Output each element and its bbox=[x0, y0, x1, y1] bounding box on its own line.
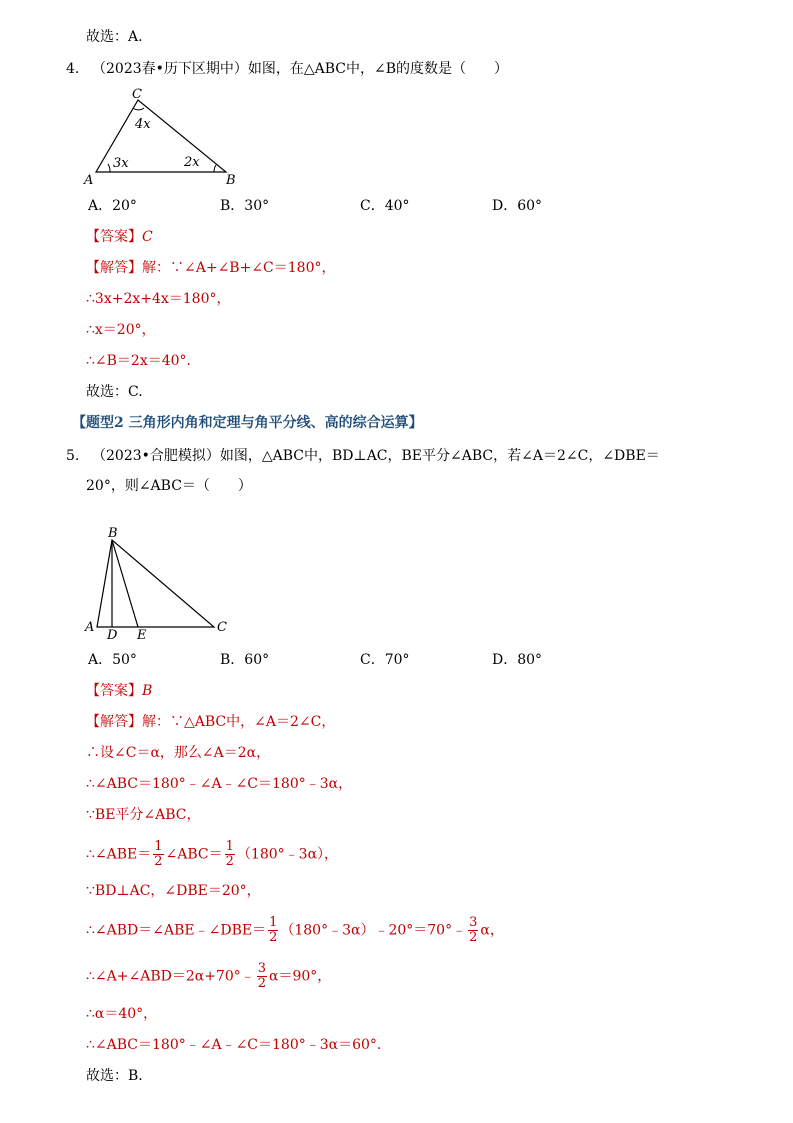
q5-s5-part-c: （180°﹣3α）， bbox=[236, 846, 339, 863]
q5-fraction-half bbox=[268, 916, 278, 945]
fraction-denominator: 2 bbox=[225, 854, 234, 869]
q5-stem-line-1: （2023•合肥模拟）如图，△ABC中，BD⊥AC，BE平分∠ABC，若∠A＝2∠C，∠DBE＝ bbox=[92, 448, 660, 464]
q5-label-E: E bbox=[137, 628, 147, 643]
q4-answer bbox=[86, 227, 153, 247]
q4-solution-line-3: ∴x＝20°， bbox=[86, 322, 156, 338]
q5-answer-value: B bbox=[142, 683, 153, 699]
q5-solution-line-10: ∴∠ABC＝180°﹣∠A﹣∠C＝180°﹣3α＝60°． bbox=[86, 1037, 391, 1053]
q4-stem: （2023春•历下区期中）如图，在△ABC中，∠B的度数是（ ） bbox=[92, 61, 509, 77]
q5-triangle-figure bbox=[80, 526, 240, 644]
q5-label-D: D bbox=[107, 628, 118, 643]
q4-number: 4. bbox=[66, 61, 80, 77]
fraction-numerator: 1 bbox=[154, 839, 163, 854]
q5-option-b: B．60° bbox=[220, 652, 270, 668]
fraction-numerator: 3 bbox=[469, 915, 478, 930]
q5-fraction-three-halves bbox=[257, 962, 267, 991]
fraction-numerator: 1 bbox=[269, 915, 278, 930]
q5-option-a: A．50° bbox=[88, 652, 137, 668]
q5-solution-line-7 bbox=[86, 916, 504, 945]
q5-solution-line-9: ∴α＝40°， bbox=[86, 1006, 158, 1022]
q4-label-4x: 4x bbox=[135, 117, 151, 132]
q4-triangle-figure bbox=[80, 84, 250, 188]
q5-s8-part-b: α＝90°， bbox=[269, 968, 332, 985]
q5-s7-part-b: （180°﹣3α）﹣20°＝70°﹣ bbox=[280, 922, 467, 939]
q4-choose: 故选：C. bbox=[86, 384, 143, 400]
q4-solution-line-4: ∴∠B＝2x＝40°． bbox=[86, 353, 201, 369]
q5-solution-line-1: 【解答】解：∵△ABC中，∠A＝2∠C， bbox=[86, 714, 336, 730]
q4-label-2x: 2x bbox=[184, 155, 200, 170]
q4-label-3x: 3x bbox=[113, 156, 129, 171]
q5-option-c: C．70° bbox=[360, 652, 410, 668]
q4-answer-value: C bbox=[142, 229, 153, 245]
q4-solution-line-2: ∴3x+2x+4x＝180°， bbox=[86, 291, 231, 307]
q5-s5-part-a: ∴∠ABE＝ bbox=[86, 846, 152, 863]
q4-option-b: B．30° bbox=[220, 198, 270, 214]
q4-answer-label: 【答案】 bbox=[86, 229, 142, 245]
q5-s7-part-c: α， bbox=[480, 922, 504, 939]
fraction-denominator: 2 bbox=[469, 930, 478, 945]
topic-heading: 【题型2 三角形内角和定理与角平分线、高的综合运算】 bbox=[72, 415, 423, 431]
q4-label-B: B bbox=[226, 173, 236, 188]
q5-solution-line-6: ∵BD⊥AC，∠DBE＝20°， bbox=[86, 883, 261, 899]
q5-solution-line-3: ∴∠ABC＝180°﹣∠A﹣∠C＝180°﹣3α， bbox=[86, 776, 353, 792]
q5-number: 5. bbox=[66, 448, 80, 464]
q5-solution-line-4: ∵BE平分∠ABC， bbox=[86, 807, 201, 823]
q5-answer bbox=[86, 681, 152, 701]
q5-label-A: A bbox=[85, 620, 95, 635]
q5-fraction-three-halves bbox=[468, 916, 478, 945]
prev-answer: 故选：A. bbox=[86, 29, 143, 45]
q5-choose: 故选：B. bbox=[86, 1068, 143, 1084]
q4-option-c: C．40° bbox=[360, 198, 410, 214]
q5-s5-part-b: ∠ABC＝ bbox=[165, 846, 223, 863]
q5-label-C: C bbox=[217, 620, 227, 635]
fraction-denominator: 2 bbox=[154, 854, 163, 869]
q5-option-d: D．80° bbox=[492, 652, 543, 668]
q5-answer-label: 【答案】 bbox=[86, 683, 142, 699]
q5-s8-part-a: ∴∠A+∠ABD＝2α+70°﹣ bbox=[86, 968, 255, 985]
q5-label-B: B bbox=[108, 526, 118, 541]
fraction-numerator: 1 bbox=[225, 839, 234, 854]
q4-label-C: C bbox=[132, 87, 142, 102]
q5-s7-part-a: ∴∠ABD＝∠ABE﹣∠DBE＝ bbox=[86, 922, 267, 939]
q4-solution-line-1: 【解答】解：∵∠A+∠B+∠C＝180°， bbox=[86, 260, 336, 276]
q5-stem-line-2: 20°，则∠ABC＝（ ） bbox=[86, 478, 252, 494]
fraction-numerator: 3 bbox=[257, 961, 267, 976]
q4-option-d: D．60° bbox=[492, 198, 543, 214]
fraction-denominator: 2 bbox=[257, 976, 267, 991]
q5-fraction-half bbox=[153, 840, 163, 869]
q4-option-a: A．20° bbox=[88, 198, 137, 214]
fraction-denominator: 2 bbox=[269, 930, 278, 945]
q5-solution-line-2: ∴设∠C＝α，那么∠A＝2α， bbox=[86, 745, 271, 761]
q5-solution-line-5 bbox=[86, 840, 338, 869]
q5-solution-line-8 bbox=[86, 962, 331, 991]
q5-fraction-half bbox=[225, 840, 235, 869]
q4-label-A: A bbox=[84, 173, 94, 188]
